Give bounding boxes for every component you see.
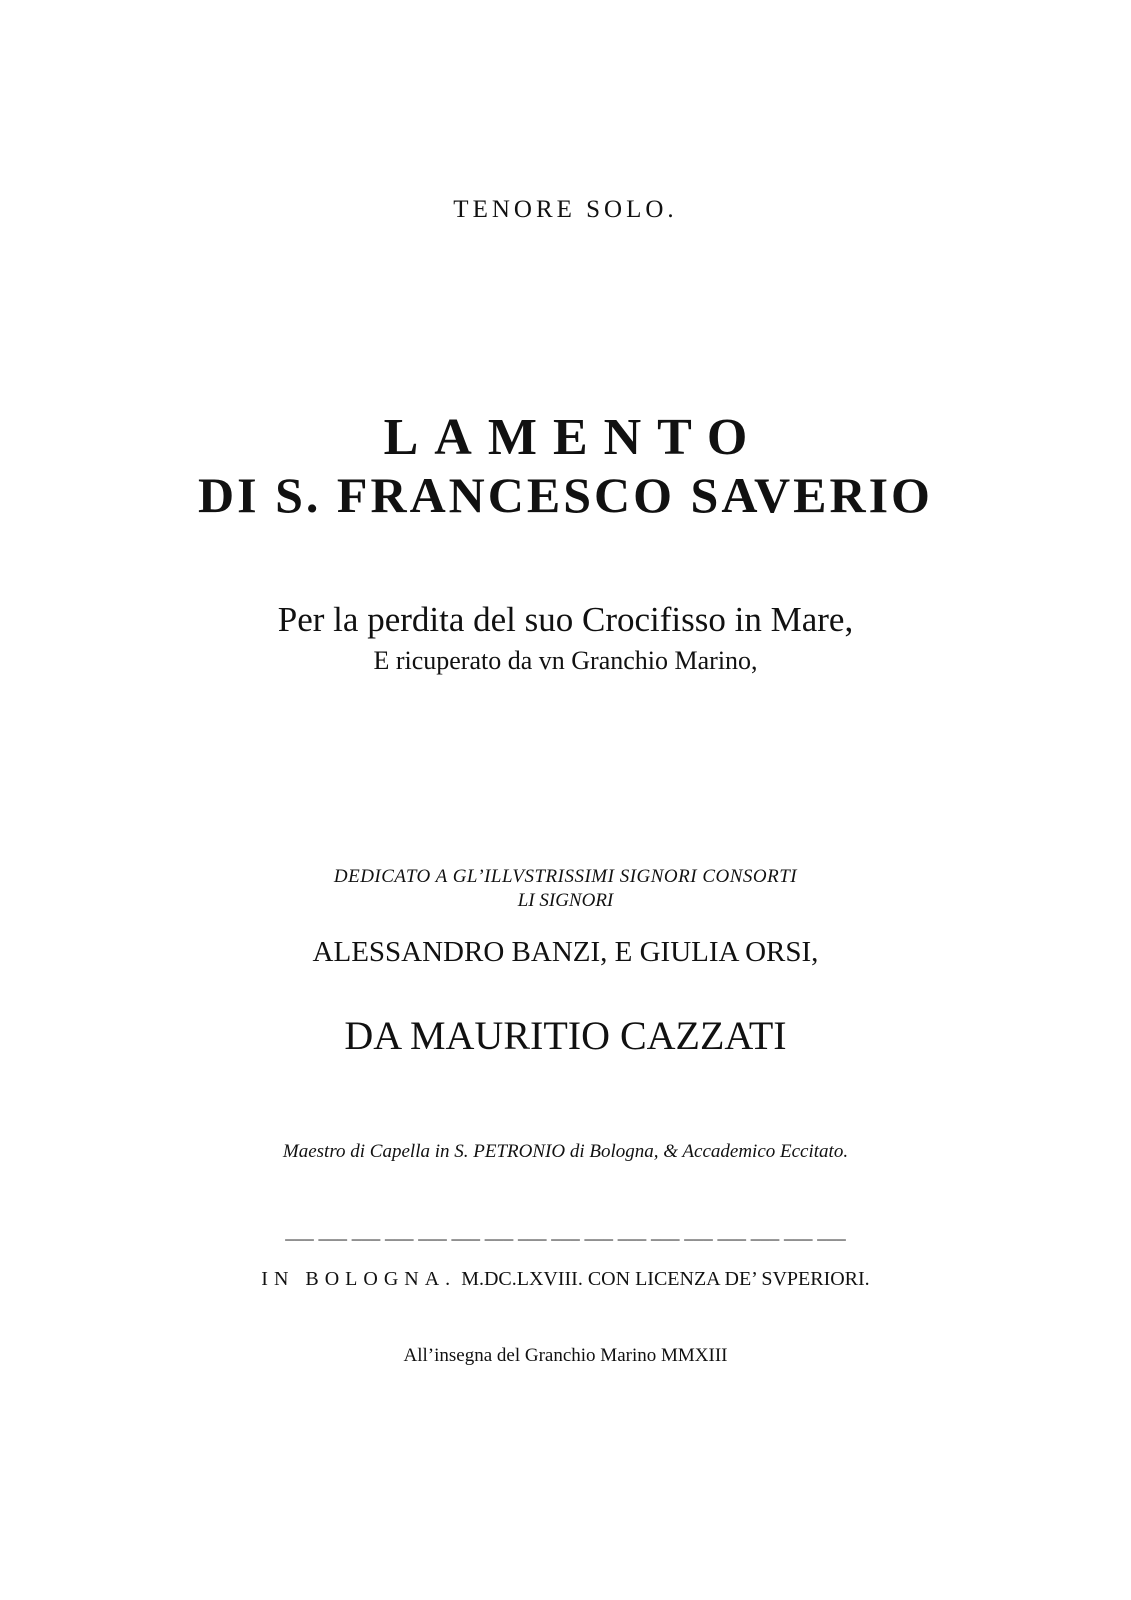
divider-rule: ___ ___ ___ ___ ___ ___ ___ ___ ___ ___ ___ ___ ___ ___ ___ ___ ___ <box>285 1222 846 1243</box>
subtitle-line-2: E ricuperato da vn Granchio Marino, <box>373 646 758 675</box>
voice-part-heading: TENORE SOLO. <box>453 196 678 223</box>
title-line-2: DI S. FRANCESCO SAVERIO <box>198 467 933 523</box>
subtitle-line-1: Per la perdita del suo Crocifisso in Mare, <box>277 600 854 639</box>
author-name: DA MAURITIO CAZZATI <box>344 1013 787 1058</box>
publisher-line: All’insegna del Granchio Marino MMXIII <box>403 1345 728 1366</box>
dedication-line-1: DEDICATO A GL’ILLVSTRISSIMI SIGNORI CONSORTI <box>333 866 798 887</box>
dedication-line-2: LI SIGNORI <box>517 890 614 911</box>
imprint-place: IN BOLOGNA. <box>261 1268 457 1290</box>
imprint <box>0 1268 1131 1291</box>
imprint-details: M.DC.LXVIII. CON LICENZA DE’ SVPERIORI. <box>461 1268 870 1290</box>
dedicatee-names: ALESSANDRO BANZI, E GIULIA ORSI, <box>312 936 819 968</box>
title-line-1: LAMENTO <box>383 409 764 466</box>
author-role: Maestro di Capella in S. PETRONIO di Bologna, & Accademico Eccitato. <box>282 1141 849 1162</box>
